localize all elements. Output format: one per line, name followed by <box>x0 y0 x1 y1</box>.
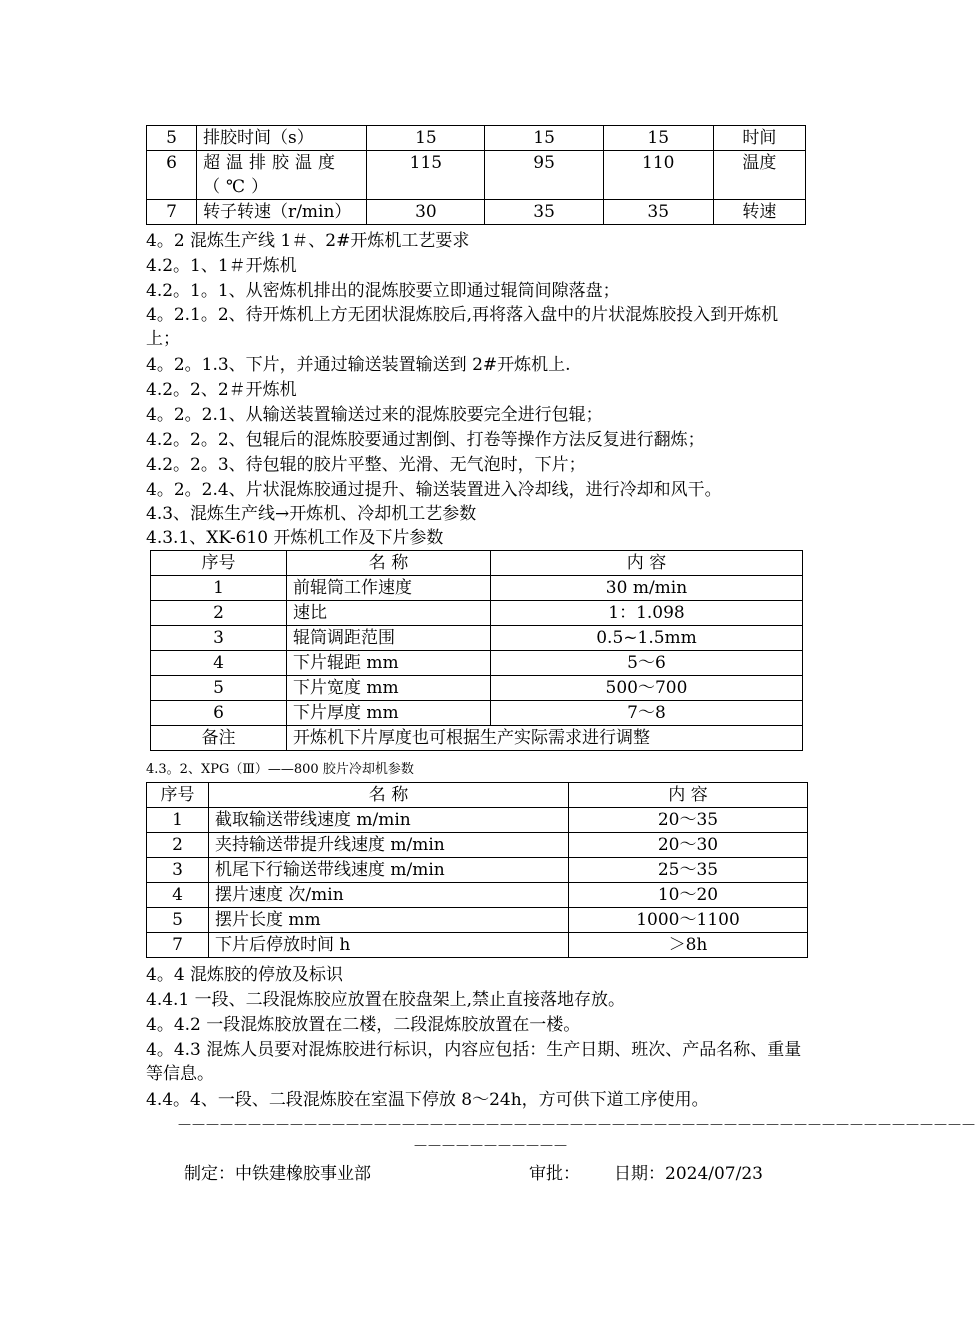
row-name: 排胶时间（s） <box>197 126 367 151</box>
table-row <box>151 576 803 601</box>
paragraph: 4.2。2。2、包辊后的混炼胶要通过割倒、打卷等操作方法反复进行翻炼； <box>146 430 705 450</box>
row-no: 7 <box>147 200 197 225</box>
row-no: 2 <box>147 833 209 858</box>
row-name: 摆片长度 mm <box>209 908 569 933</box>
paragraph: 4。2。2.4、片状混炼胶通过提升、输送装置进入冷却线，进行冷却和风干。 <box>146 480 722 500</box>
table-row <box>151 626 803 651</box>
row-note: 转速 <box>713 200 805 225</box>
row-name: 下片宽度 mm <box>287 676 491 701</box>
table-row <box>147 933 808 958</box>
row-value: 95 <box>485 151 603 200</box>
footer-date: 日期：2024/07/23 <box>614 1164 763 1184</box>
row-no: 5 <box>147 126 197 151</box>
table-row <box>147 151 806 200</box>
header-content: 内 容 <box>491 551 803 576</box>
paragraph: 4。2。2.1、从输送装置输送过来的混炼胶要完全进行包辊； <box>146 405 603 425</box>
row-value: 110 <box>603 151 713 200</box>
row-content: 500～700 <box>491 676 803 701</box>
row-name: 下片后停放时间 h <box>209 933 569 958</box>
row-content: 1：1.098 <box>491 601 803 626</box>
cooler-param-table <box>146 782 808 958</box>
header-no: 序号 <box>151 551 287 576</box>
row-content: 20～35 <box>569 808 808 833</box>
mixer-param-table <box>146 125 806 225</box>
row-name: 截取输送带线速度 m/min <box>209 808 569 833</box>
header-name: 名 称 <box>287 551 491 576</box>
row-no: 7 <box>147 933 209 958</box>
paragraph: 4。4.3 混炼人员要对混炼胶进行标识，内容应包括：生产日期、班次、产品名称、重量等信息。 <box>146 1040 802 1084</box>
footer-made-by: 制定：中铁建橡胶事业部 <box>184 1164 371 1184</box>
row-value: 15 <box>485 126 603 151</box>
row-no: 3 <box>147 858 209 883</box>
row-note: 温度 <box>713 151 805 200</box>
row-no: 4 <box>151 651 287 676</box>
row-no: 5 <box>151 676 287 701</box>
paragraph: 4。2.1。2、待开炼机上方无团状混炼胶后,再将落入盘中的片状混炼胶投入到开炼机上； <box>146 305 779 349</box>
table-row <box>147 883 808 908</box>
row-name: 前辊筒工作速度 <box>287 576 491 601</box>
row-value: 115 <box>367 151 485 200</box>
row-name: 速比 <box>287 601 491 626</box>
remark-label: 备注 <box>151 726 287 751</box>
row-no: 1 <box>151 576 287 601</box>
row-content: 1000～1100 <box>569 908 808 933</box>
table-row <box>151 651 803 676</box>
row-name: 摆片速度 次/min <box>209 883 569 908</box>
paragraph: 4.2。2。3、待包辊的胶片平整、光滑、无气泡时，下片； <box>146 455 586 475</box>
row-no: 5 <box>147 908 209 933</box>
table-header-row <box>151 551 803 576</box>
section-heading: 4.3、混炼生产线→开炼机、冷却机工艺参数 <box>146 504 477 524</box>
paragraph: 4。2。1.3、下片，并通过输送装置输送到 2#开炼机上. <box>146 355 571 375</box>
row-content: 25～35 <box>569 858 808 883</box>
row-no: 3 <box>151 626 287 651</box>
table-remark-row <box>151 726 803 751</box>
row-value: 15 <box>367 126 485 151</box>
separator-line: ——————————— <box>414 1138 568 1153</box>
table-header-row <box>147 783 808 808</box>
row-no: 6 <box>147 151 197 200</box>
section-heading: 4。2 混炼生产线 1＃、2#开炼机工艺要求 <box>146 231 470 251</box>
row-value: 35 <box>603 200 713 225</box>
row-name: 机尾下行输送带线速度 m/min <box>209 858 569 883</box>
separator-line: ————————————————————————————————————————————————————————— <box>178 1117 976 1132</box>
mill-param-table <box>150 550 803 751</box>
table-row <box>147 126 806 151</box>
row-value: 15 <box>603 126 713 151</box>
row-name: 夹持输送带提升线速度 m/min <box>209 833 569 858</box>
table-row <box>151 701 803 726</box>
header-content: 内 容 <box>569 783 808 808</box>
row-note: 时间 <box>713 126 805 151</box>
paragraph: 4.2。1。1、从密炼机排出的混炼胶要立即通过辊筒间隙落盘； <box>146 281 620 301</box>
row-content: 5～6 <box>491 651 803 676</box>
section-heading: 4.3.1、XK-610 开炼机工作及下片参数 <box>146 528 444 548</box>
paragraph: 4。4.2 一段混炼胶放置在二楼，二段混炼胶放置在一楼。 <box>146 1015 581 1035</box>
row-name: 超温排胶温度（℃） <box>197 151 367 200</box>
paragraph: 4.4。4、一段、二段混炼胶在室温下停放 8～24h，方可供下道工序使用。 <box>146 1090 709 1110</box>
row-name: 辊筒调距范围 <box>287 626 491 651</box>
table-row <box>151 601 803 626</box>
row-content: 30 m/min <box>491 576 803 601</box>
row-content: ＞8h <box>569 933 808 958</box>
row-content: 0.5~1.5mm <box>491 626 803 651</box>
section-heading: 4.2。2、2＃开炼机 <box>146 380 297 400</box>
table-row <box>147 808 808 833</box>
remark-text: 开炼机下片厚度也可根据生产实际需求进行调整 <box>287 726 803 751</box>
row-name: 转子转速（r/min） <box>197 200 367 225</box>
row-name: 下片厚度 mm <box>287 701 491 726</box>
row-value: 35 <box>485 200 603 225</box>
row-name: 下片辊距 mm <box>287 651 491 676</box>
table-row <box>147 833 808 858</box>
header-name: 名 称 <box>209 783 569 808</box>
table-row <box>147 858 808 883</box>
row-content: 20～30 <box>569 833 808 858</box>
row-content: 10～20 <box>569 883 808 908</box>
table-row <box>151 676 803 701</box>
table-row <box>147 908 808 933</box>
row-no: 2 <box>151 601 287 626</box>
section-heading: 4。4 混炼胶的停放及标识 <box>146 965 344 985</box>
paragraph: 4.4.1 一段、二段混炼胶应放置在胶盘架上,禁止直接落地存放。 <box>146 990 626 1010</box>
row-value: 30 <box>367 200 485 225</box>
row-no: 6 <box>151 701 287 726</box>
table-caption: 4.3。2、XPG（Ⅲ）——800 胶片冷却机参数 <box>146 762 414 777</box>
footer-approve: 审批： <box>529 1164 580 1184</box>
table-row <box>147 200 806 225</box>
header-no: 序号 <box>147 783 209 808</box>
row-no: 1 <box>147 808 209 833</box>
row-no: 4 <box>147 883 209 908</box>
row-content: 7～8 <box>491 701 803 726</box>
section-heading: 4.2。1、1＃开炼机 <box>146 256 297 276</box>
